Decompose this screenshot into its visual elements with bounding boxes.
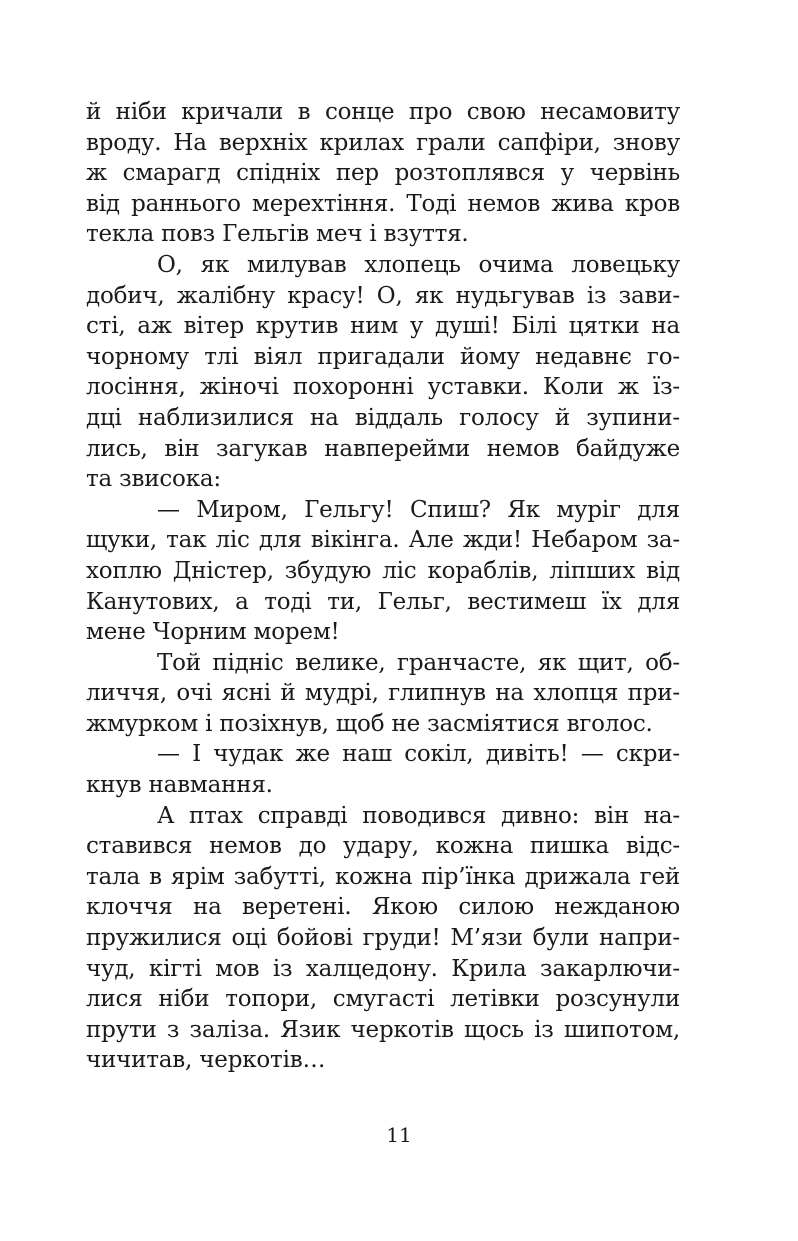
text-line: пружилися оці бойові груди! М’язи були напри- bbox=[86, 925, 680, 952]
paragraph bbox=[86, 495, 680, 648]
page-number: 11 bbox=[386, 1123, 412, 1147]
text-line: личчя, очі ясні й мудрі, глипнув на хлопця при- bbox=[86, 680, 680, 707]
text-line: лосіння, жіночі похоронні уставки. Коли ж їз- bbox=[86, 374, 680, 401]
text-line: чичитав, черкотів… bbox=[86, 1047, 326, 1074]
paragraph bbox=[86, 801, 680, 1076]
text-block bbox=[86, 97, 680, 1076]
text-line: й ніби кричали в сонце про свою несамовиту bbox=[86, 99, 680, 125]
paragraph bbox=[86, 739, 680, 800]
text-line: ставився немов до удару, кожна пишка відс- bbox=[86, 833, 680, 860]
text-line: Канутових, а тоді ти, Гельг, вестимеш їх для bbox=[86, 588, 680, 615]
text-line: щуки, так ліс для вікінга. Але жди! Небаром за- bbox=[86, 527, 680, 554]
text-line: прути з заліза. Язик черкотів щось із шипотом, bbox=[86, 1016, 680, 1043]
text-line: текла повз Гельгів меч і взуття. bbox=[86, 221, 469, 248]
text-line: А птах справді поводився дивно: він на- bbox=[157, 802, 680, 829]
paragraph bbox=[86, 97, 680, 250]
text-line: О, як милував хлопець очима ловецьку bbox=[157, 251, 680, 278]
text-line: мене Чорним морем! bbox=[86, 619, 340, 646]
text-line: чуд, кігті мов із халцедону. Крила закарлючи- bbox=[86, 955, 680, 982]
text-line: чорному тлі віял пригадали йому недавнє го- bbox=[86, 343, 680, 370]
text-line: сті, аж вітер крутив ним у душі! Білі цятки на bbox=[86, 313, 680, 340]
text-line: дці наблизилися на віддаль голосу й зупини- bbox=[86, 404, 680, 431]
text-line: — Миром, Гельгу! Спиш? Як муріг для bbox=[157, 496, 680, 523]
text-line: лись, він загукав навперейми немов байдуже bbox=[86, 435, 680, 462]
text-line: жмурком і позіхнув, щоб не засміятися вголос. bbox=[86, 710, 653, 737]
text-line: Той підніс велике, гранчасте, як щит, об- bbox=[157, 649, 680, 676]
text-line: клоччя на веретені. Якою силою нежданою bbox=[86, 894, 680, 921]
text-line: вроду. На верхніх крилах грали сапфіри, знову bbox=[86, 129, 680, 156]
text-line: — І чудак же наш сокіл, дивіть! — скри- bbox=[157, 741, 680, 768]
text-line: від раннього мерехтіння. Тоді немов жива кров bbox=[86, 190, 680, 217]
text-line: та звисока: bbox=[86, 466, 221, 493]
text-line: хоплю Дністер, збудую ліс кораблів, ліпших від bbox=[86, 557, 680, 584]
text-line: лися ніби топори, смугасті летівки розсунули bbox=[86, 986, 680, 1013]
text-line: тала в ярім забутті, кожна пір’їнка дрижала гей bbox=[86, 863, 680, 890]
paragraph bbox=[86, 648, 680, 740]
text-line: кнув навмання. bbox=[86, 772, 273, 799]
paragraph bbox=[86, 250, 680, 495]
text-line: добич, жалібну красу! О, як нудьгував із зави- bbox=[86, 282, 680, 309]
text-line: ж смарагд спідніх пер розтоплявся у червінь bbox=[86, 160, 680, 187]
